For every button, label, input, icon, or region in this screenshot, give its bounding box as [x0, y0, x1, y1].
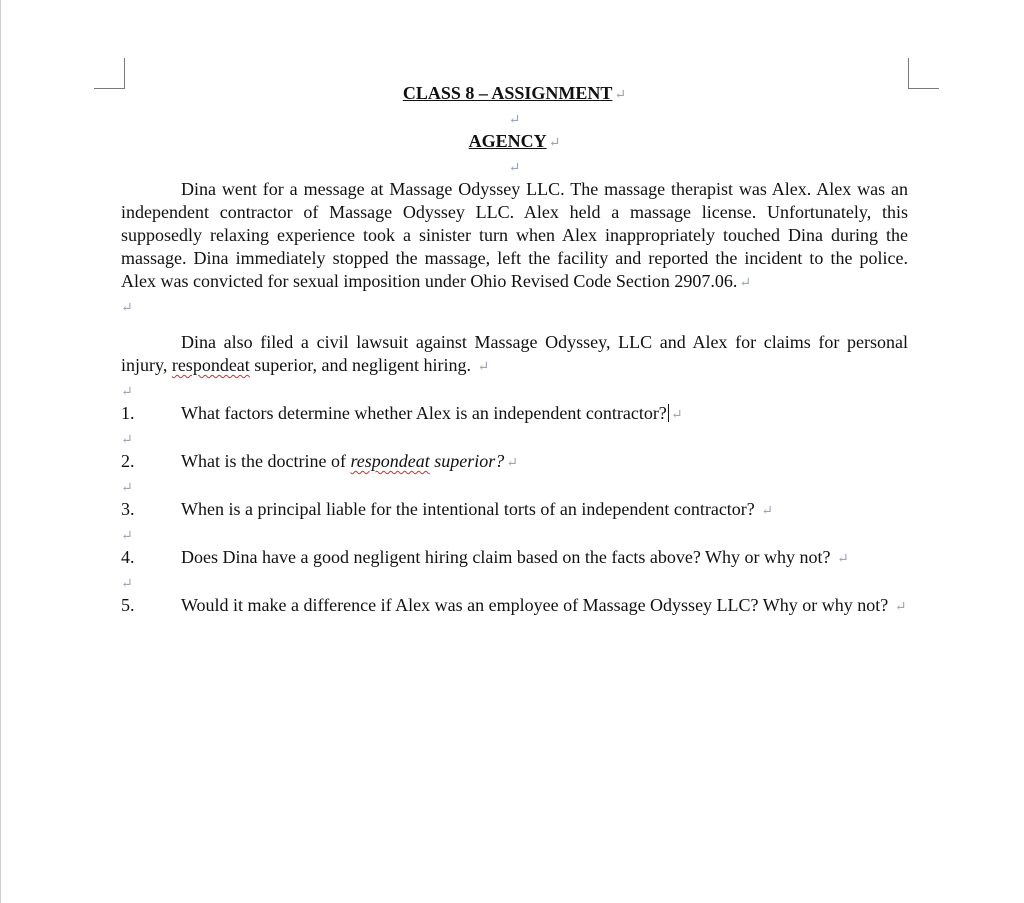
title-line [121, 82, 908, 107]
paragraph-mark-icon: ↵ [548, 136, 561, 151]
paragraph-mark-icon: ↵ [894, 600, 907, 615]
question-2 [121, 450, 908, 475]
question-number: 4. [121, 547, 135, 567]
question-number: 2. [121, 451, 135, 471]
blank-line [121, 379, 908, 402]
paragraph-mark-icon: ↵ [508, 161, 521, 176]
paragraph-facts [121, 178, 908, 295]
document-body[interactable] [121, 82, 908, 619]
paragraph-mark-icon: ↵ [508, 113, 521, 128]
question-number: 1. [121, 403, 135, 423]
question-text-content: What factors determine whether Alex is an independent contractor? [181, 403, 667, 423]
blank-line [121, 295, 908, 318]
paragraph-mark-icon: ↵ [477, 360, 490, 375]
paragraph-mark-icon: ↵ [121, 529, 133, 544]
paragraph-mark-icon: ↵ [121, 301, 133, 316]
spelling-flag[interactable]: respondeat [350, 451, 430, 471]
section-title: AGENCY [468, 131, 547, 151]
paragraph-mark-icon: ↵ [121, 433, 133, 448]
question-number: 5. [121, 595, 135, 615]
paragraph-mark-icon: ↵ [121, 577, 133, 592]
question-number: 3. [121, 499, 135, 519]
question-text-content: Would it make a difference if Alex was an employee of Massage Odyssey LLC? Why or why not? [181, 595, 893, 615]
question-text-content: What is the doctrine of [181, 451, 351, 471]
paragraph-lawsuit [121, 331, 908, 379]
question-3 [121, 498, 908, 523]
question-1 [121, 402, 908, 427]
paragraph-mark-icon: ↵ [670, 408, 683, 423]
paragraph-mark-icon: ↵ [506, 456, 519, 471]
text-cursor [668, 404, 669, 422]
question-text-content: Does Dina have a good negligent hiring claim based on the facts above? Why or why not? [181, 547, 835, 567]
blank-line [121, 571, 908, 594]
paragraph-facts-text: Dina went for a message at Massage Odyssey LLC. The massage therapist was Alex. Alex was an independent contractor of Massage Odyssey LLC. Alex held a massage license. Unfortunately, this supposedly relaxing experience took a sinister turn when Alex inappropriately touched Dina during the massage. Dina immediately stopped the massage, left the facility and reported the incident to the police. Alex was convicted for sexual imposition under Ohio Revised Code Section 2907.06. [121, 179, 908, 291]
paragraph-lawsuit-text: Dina also filed a civil lawsuit against Massage Odyssey, LLC and Alex for claims for personal injury, [121, 332, 908, 375]
blank-line [121, 427, 908, 450]
question-text-content: When is a principal liable for the intentional torts of an independent contractor? [181, 499, 760, 519]
subtitle-line [121, 130, 908, 155]
blank-line [121, 475, 908, 498]
question-text [181, 450, 518, 475]
question-text [181, 402, 683, 427]
paragraph-lawsuit-text-end: superior, and negligent hiring. [249, 355, 476, 375]
question-5 [121, 594, 908, 619]
page-edge [0, 0, 1, 903]
paragraph-mark-icon: ↵ [121, 385, 133, 400]
paragraph-mark-icon: ↵ [614, 88, 627, 103]
paragraph-mark-icon: ↵ [836, 552, 849, 567]
question-text [181, 498, 773, 523]
page-title: CLASS 8 – ASSIGNMENT [402, 83, 613, 103]
blank-line [121, 107, 908, 130]
paragraph-mark-icon: ↵ [761, 504, 774, 519]
paragraph-mark-icon: ↵ [121, 481, 133, 496]
question-4 [121, 546, 908, 571]
question-text-end: superior? [429, 451, 505, 471]
blank-line [121, 155, 908, 178]
blank-line [121, 523, 908, 546]
paragraph-mark-icon: ↵ [739, 276, 752, 291]
spelling-flag[interactable]: respondeat [171, 355, 250, 375]
crop-mark-top-right [908, 58, 939, 89]
